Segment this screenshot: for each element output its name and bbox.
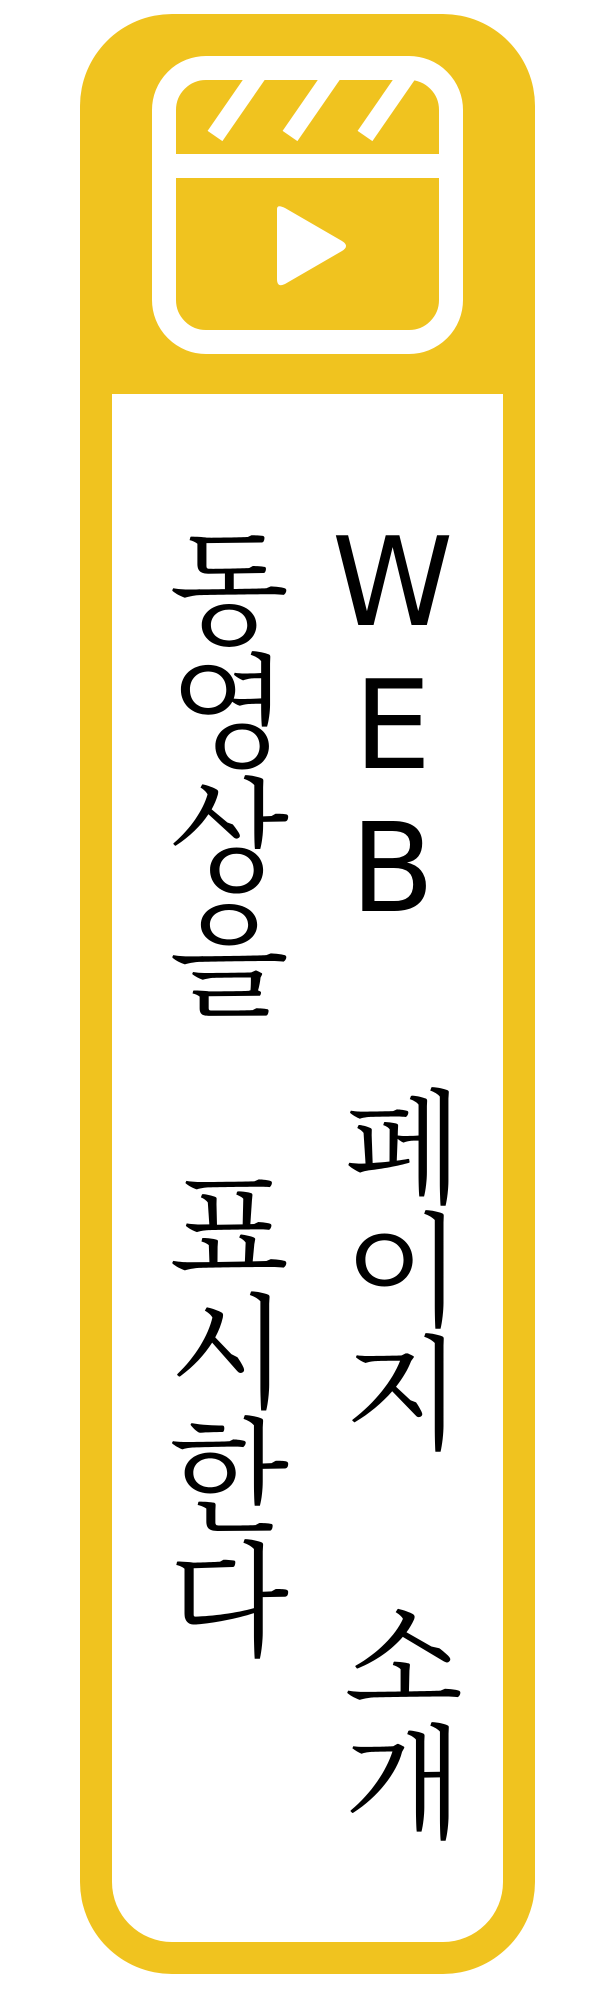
banner-card xyxy=(80,14,535,1974)
title-web-page-intro: WEB 페이지 소개 xyxy=(321,512,464,1842)
video-clapperboard-play-icon xyxy=(152,56,463,354)
title-show-video: 동영상을 표시한다 xyxy=(146,524,290,1660)
text-panel xyxy=(112,394,503,1942)
